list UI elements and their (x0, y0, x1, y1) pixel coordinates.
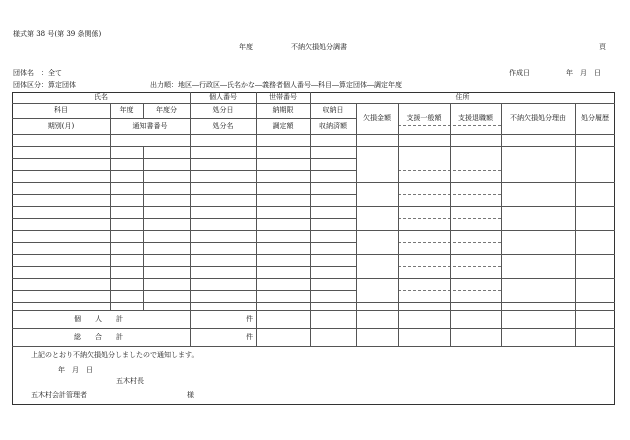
notice-date: 年 月 日 (58, 366, 93, 374)
header-fiscal-year: 年度 (119, 106, 134, 114)
header-address: 住所 (455, 93, 470, 101)
header-household-number: 世帯番号 (269, 93, 297, 101)
header-notice-number: 通知書番号 (132, 122, 168, 130)
header-reason: 不納欠損処分理由 (510, 114, 566, 122)
header-year-class: 年度分 (156, 106, 177, 114)
header-due-date: 納期限 (272, 106, 294, 114)
header-history: 処分履歴 (581, 114, 609, 122)
created-label: 作成日 (509, 69, 530, 77)
header-period: 期別(月) (47, 122, 75, 130)
grand-total-unit: 件 (246, 333, 253, 341)
header-support-retire: 支援退職額 (458, 114, 493, 122)
notice-text: 上記のとおり不納欠損処分しましたので通知します。 (31, 351, 199, 359)
form-number: 様式第 38 号(第 39 条関係) (13, 30, 102, 38)
grand-total-label: 総 合 計 (74, 333, 123, 341)
created-date: 年 月 日 (566, 69, 601, 77)
group-name: 団体名 ：全て (13, 69, 62, 77)
header-loss-amount: 欠損金額 (363, 114, 391, 122)
header-receipt-date: 収納日 (322, 106, 344, 114)
header-assessed-amount: 調定額 (272, 122, 294, 130)
document-title: 不納欠損処分調書 (291, 43, 347, 51)
header-support-general: 支援一般額 (406, 114, 442, 122)
output-order: 出力順：地区―行政区―氏名かな―義務者個人番号―科目―算定団体―調定年度 (150, 81, 402, 89)
header-subject: 科目 (54, 106, 68, 114)
mayor-name: 五木村長 (116, 377, 144, 385)
header-received-amount: 収納済額 (319, 122, 347, 130)
header-disposal-name: 処分名 (212, 122, 234, 130)
group-class: 団体区分：算定団体 (13, 81, 76, 89)
personal-total-label: 個 人 計 (74, 315, 123, 323)
accountant-name: 五木村会計管理者 (31, 391, 87, 399)
personal-total-unit: 件 (246, 315, 253, 323)
honorific: 様 (187, 391, 194, 399)
year-label: 年度 (239, 43, 253, 51)
page-label: 頁 (599, 43, 606, 51)
header-name: 氏名 (94, 93, 108, 101)
header-personal-number: 個人番号 (209, 93, 237, 101)
header-disposal-date: 処分日 (212, 106, 234, 114)
